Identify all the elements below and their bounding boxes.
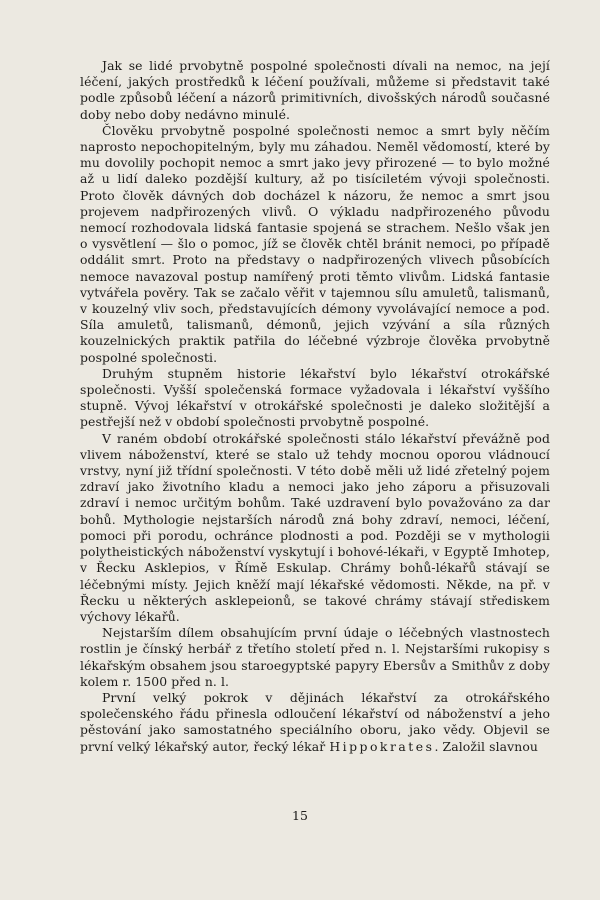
paragraph-2: Člověku prvobytně pospolné společnosti nemoc a smrt byly něčím naprosto nepochopitelným, byly mu záhadou. Neměl vědomostí, které by mu dovolily pochopit nemoc a smrt jako jevy přirozené — to bylo možné až u lidí daleko pozdější kultury, až po tisíciletém vývoji společnosti. Proto člověk dávných dob docházel k názoru, že nemoc a smrt jsou projevem nadpřirozených vlivů. O výkladu nadpřirozeného původu nemocí rozhodovala lidská fantasie spojená se strachem. Nešlo však jen o vysvětlení — šlo o pomoc, jíž se člověk chtěl bránit nemoci, po případě oddálit smrt. Proto na představy o nadpřirozených vlivech působících nemoce navazoval postup namířený proti těmto vlivům. Lidská fantasie vytvářela pověry. Tak se začalo věřit v tajemnou sílu amuletů, talismanů, v kouzelný vliv soch, představujících démony vyvolávající nemoce a pod. Síla amuletů, talismanů, démonů, jejich vzývání a síla různých kouzelnických praktik patřila do léčebné výzbroje člověka prvobytně pospolné společnosti. — [80, 122, 550, 365]
paragraph-3: Druhým stupněm historie lékařství bylo lékařství otrokářské společnosti. Vyšší společenská formace vyžadovala i lékařství vyššího stupně. Vývoj lékařství v otrokářské společnosti je daleko složitější a pestřejší než v období společnosti prvobytně pospolné. — [80, 365, 550, 430]
paragraph-4: V raném období otrokářské společnosti stálo lékařství převážně pod vlivem náboženství, které se stalo už tehdy mocnou oporou vládnoucí vrstvy, nyní již třídní společnosti. V této době měli už lidé zřetelný pojem zdraví jako životního kladu a nemoci jako jeho záporu a přisuzovali zdraví i nemoc určitým bohům. Také uzdravení bylo považováno za dar bohů. Mythologie nejstarších národů zná bohy zdraví, nemoci, léčení, pomoci při porodu, ochránce plodnosti a pod. Později se v mythologii polytheistických náboženství vyskytují i bohové-lékaři, v Egyptě Imhotep, v Řecku Asklepios, v Římě Eskulap. Chrámy bohů-lékařů stávají se léčebnými místy. Jejich kněží mají lékařské vědomosti. Někde, na př. v Řecku u některých asklepeionů, se takové chrámy stávají střediskem výchovy lékařů. — [80, 430, 550, 624]
paragraph-1: Jak se lidé prvobytně pospolné společnosti dívali na nemoc, na její léčení, jakých prostředků k léčení používali, můžeme si představit také podle způsobů léčení a názorů primitivních, divošských národů současné doby nebo doby nedávno minulé. — [80, 58, 550, 122]
page-number: 15 — [292, 808, 308, 823]
paragraph-6-tail: . Založil slavnou — [434, 738, 538, 754]
body-text — [80, 58, 550, 755]
paragraph-6-lead: První velký pokrok v dějinách lékařství za otrokářského společenského řádu přinesla odloučení lékařství od náboženství a jeho pěstování jako samostatného speciálního oboru, jako vědy. Objevil se první velký lékařský autor, řecký lékař — [80, 689, 550, 754]
paragraph-5: Nejstarším dílem obsahujícím první údaje o léčebných vlastnostech rostlin je čínský herbář z třetího století před n. l. Nejstaršími rukopisy s lékařským obsahem jsou staroegyptské papyry Ebersův a Smithův z doby kolem r. 1500 před n. l. — [80, 625, 550, 689]
hippokrates-name: Hippokrates — [329, 738, 435, 754]
paragraph-6 — [80, 690, 550, 755]
